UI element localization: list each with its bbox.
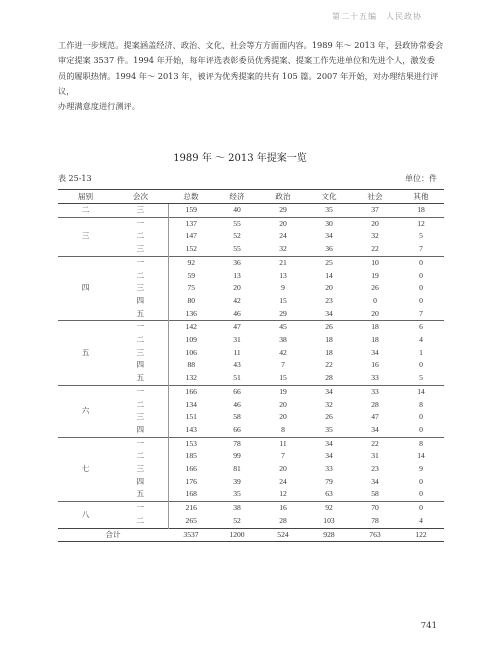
value-cell: 34	[371, 347, 379, 357]
value-cell: 7	[281, 451, 285, 461]
table-row	[58, 476, 444, 489]
value-cell: 29	[260, 204, 306, 218]
total-value: 3537	[168, 528, 214, 542]
value-cell: 0	[419, 476, 423, 486]
value-cell: 0	[419, 295, 423, 305]
value-cell: 78	[214, 437, 260, 450]
value-cell: 52	[233, 231, 241, 241]
value-cell: 0	[419, 424, 423, 434]
value-cell: 22	[325, 360, 333, 370]
value-cell: 46	[233, 399, 241, 409]
value-cell: 151	[185, 412, 197, 422]
value-cell: 147	[185, 231, 197, 241]
body-paragraph	[58, 38, 444, 114]
value-cell: 14	[325, 270, 333, 280]
value-cell: 10	[352, 256, 398, 269]
table-row	[58, 295, 444, 308]
value-cell: 70	[352, 502, 398, 515]
value-cell: 22	[352, 437, 398, 450]
value-cell: 35	[325, 424, 333, 434]
total-row	[58, 528, 444, 542]
value-cell: 18	[352, 321, 398, 334]
value-cell: 15	[279, 295, 287, 305]
value-cell: 32	[279, 244, 287, 254]
table-title: 1989 年 ～ 2013 年提案一览	[173, 153, 307, 164]
value-cell: 8	[281, 424, 285, 434]
page-number: 741	[420, 621, 437, 631]
value-cell: 18	[371, 335, 379, 345]
meeting-cell: 三	[113, 204, 168, 218]
column-header: 社会	[352, 190, 398, 204]
running-header: 第二十五编 人民政协	[332, 12, 422, 21]
meeting-cell: 三	[113, 282, 168, 295]
value-cell: 29	[279, 308, 287, 318]
value-cell: 38	[214, 502, 260, 515]
table-row	[58, 515, 444, 528]
value-cell: 34	[325, 308, 333, 318]
column-header: 文化	[306, 190, 352, 204]
meeting-cell: 二	[113, 270, 168, 283]
value-cell: 33	[325, 464, 333, 474]
value-cell: 28	[371, 399, 379, 409]
value-cell: 51	[233, 373, 241, 383]
meeting-cell: 二	[113, 230, 168, 243]
value-cell: 5	[419, 373, 423, 383]
value-cell: 0	[419, 489, 423, 499]
table-row	[58, 437, 444, 450]
value-cell: 79	[325, 476, 333, 486]
table-header	[58, 190, 444, 204]
value-cell: 32	[325, 399, 333, 409]
value-cell: 23	[325, 295, 333, 305]
total-value: 122	[398, 528, 444, 542]
table-row	[58, 230, 444, 243]
value-cell: 28	[279, 515, 287, 525]
value-cell: 92	[306, 502, 352, 515]
value-cell: 42	[279, 347, 287, 357]
value-cell: 20	[371, 308, 379, 318]
value-cell: 52	[233, 515, 241, 525]
value-cell: 143	[185, 424, 197, 434]
value-cell: 59	[187, 270, 196, 280]
value-cell: 58	[371, 489, 379, 499]
value-cell: 1	[419, 347, 423, 357]
value-cell: 35	[233, 489, 241, 499]
value-cell: 19	[260, 385, 306, 398]
value-cell: 11	[233, 347, 241, 357]
meeting-cell: 五	[113, 372, 168, 385]
value-cell: 66	[233, 424, 241, 434]
value-cell: 20	[279, 412, 287, 422]
value-cell: 5	[419, 231, 423, 241]
table-row	[58, 385, 444, 398]
meeting-cell: 一	[113, 256, 168, 269]
table-row	[58, 359, 444, 372]
value-cell: 7	[281, 360, 285, 370]
value-cell: 185	[185, 451, 197, 461]
value-cell: 34	[306, 385, 352, 398]
meeting-cell: 二	[113, 450, 168, 463]
meeting-cell: 五	[113, 308, 168, 321]
table-row	[58, 256, 444, 269]
table-row	[58, 243, 444, 256]
value-cell: 6	[398, 321, 444, 334]
paragraph-line: 审定提案 3537 件。1994 年开始，每年评选表彰委员优秀提案、提案工作先进单位和先进个人，激发委	[58, 55, 435, 66]
value-cell: 37	[352, 204, 398, 218]
value-cell: 0	[419, 283, 423, 293]
session-cell: 三	[58, 217, 113, 256]
value-cell: 0	[373, 295, 377, 305]
value-cell: 31	[371, 451, 379, 461]
value-cell: 35	[306, 204, 352, 218]
value-cell: 78	[371, 515, 379, 525]
meeting-cell: 二	[113, 334, 168, 347]
value-cell: 34	[306, 437, 352, 450]
value-cell: 136	[185, 308, 197, 318]
value-cell: 36	[325, 244, 333, 254]
table-row	[58, 217, 444, 230]
value-cell: 106	[185, 347, 197, 357]
table-row	[58, 282, 444, 295]
value-cell: 14	[417, 451, 425, 461]
value-cell: 36	[214, 256, 260, 269]
column-header: 届别	[58, 190, 113, 204]
value-cell: 81	[233, 464, 241, 474]
value-cell: 8	[419, 399, 423, 409]
value-cell: 16	[371, 360, 379, 370]
value-cell: 20	[325, 283, 333, 293]
meeting-cell: 一	[113, 321, 168, 334]
value-cell: 12	[279, 489, 287, 499]
value-cell: 33	[371, 373, 379, 383]
value-cell: 13	[279, 270, 287, 280]
value-cell: 109	[185, 335, 197, 345]
table-row	[58, 488, 444, 501]
value-cell: 8	[398, 437, 444, 450]
value-cell: 9	[281, 283, 285, 293]
value-cell: 33	[352, 385, 398, 398]
column-header: 其他	[398, 190, 444, 204]
table-row	[58, 450, 444, 463]
value-cell: 7	[419, 244, 423, 254]
total-value: 1200	[214, 528, 260, 542]
meeting-cell: 二	[113, 399, 168, 412]
table-unit: 单位：件	[405, 174, 437, 183]
table-body	[58, 204, 444, 542]
value-cell: 18	[325, 335, 333, 345]
value-cell: 22	[371, 244, 379, 254]
meeting-cell: 一	[113, 217, 168, 230]
value-cell: 34	[325, 231, 333, 241]
value-cell: 19	[371, 270, 379, 280]
meeting-cell: 四	[113, 476, 168, 489]
value-cell: 20	[279, 399, 287, 409]
column-header: 总数	[168, 190, 214, 204]
meeting-cell: 三	[113, 411, 168, 424]
value-cell: 21	[260, 256, 306, 269]
value-cell: 265	[185, 515, 197, 525]
table-number: 表 25-13	[58, 174, 92, 183]
meeting-cell: 四	[113, 424, 168, 437]
table-row	[58, 270, 444, 283]
value-cell: 18	[398, 204, 444, 218]
paragraph-line: 工作进一步规范。提案涵盖经济、政治、文化、社会等方方面面内容。1989 年～ 2013 年，县政协常委会	[58, 40, 444, 50]
value-cell: 4	[419, 515, 423, 525]
value-cell: 159	[168, 204, 214, 218]
value-cell: 12	[398, 217, 444, 230]
value-cell: 0	[419, 412, 423, 422]
value-cell: 24	[279, 476, 287, 486]
value-cell: 4	[419, 335, 423, 345]
value-cell: 26	[306, 321, 352, 334]
value-cell: 137	[168, 217, 214, 230]
meeting-cell: 五	[113, 488, 168, 501]
table-row	[58, 334, 444, 347]
value-cell: 25	[306, 256, 352, 269]
meeting-cell: 三	[113, 243, 168, 256]
meeting-cell: 一	[113, 385, 168, 398]
table-row	[58, 463, 444, 476]
meeting-cell: 三	[113, 463, 168, 476]
value-cell: 20	[352, 217, 398, 230]
value-cell: 40	[214, 204, 260, 218]
value-cell: 55	[233, 244, 241, 254]
value-cell: 216	[168, 502, 214, 515]
value-cell: 15	[279, 373, 287, 383]
total-value: 928	[306, 528, 352, 542]
value-cell: 152	[185, 244, 197, 254]
session-cell: 二	[58, 204, 113, 218]
table-row	[58, 372, 444, 385]
value-cell: 80	[187, 295, 196, 305]
value-cell: 31	[233, 335, 241, 345]
value-cell: 0	[398, 502, 444, 515]
value-cell: 92	[168, 256, 214, 269]
total-value: 763	[352, 528, 398, 542]
meeting-cell: 四	[113, 359, 168, 372]
value-cell: 55	[214, 217, 260, 230]
value-cell: 0	[419, 360, 423, 370]
meeting-cell: 三	[113, 347, 168, 360]
value-cell: 153	[168, 437, 214, 450]
value-cell: 134	[185, 399, 197, 409]
value-cell: 0	[398, 256, 444, 269]
value-cell: 32	[371, 231, 379, 241]
value-cell: 63	[325, 489, 333, 499]
value-cell: 9	[419, 464, 423, 474]
table-row	[58, 347, 444, 360]
column-header: 政治	[260, 190, 306, 204]
value-cell: 34	[371, 476, 379, 486]
value-cell: 47	[371, 412, 379, 422]
table-row	[58, 502, 444, 515]
value-cell: 99	[233, 451, 241, 461]
value-cell: 0	[419, 270, 423, 280]
value-cell: 142	[168, 321, 214, 334]
meeting-cell: 一	[113, 437, 168, 450]
value-cell: 14	[398, 385, 444, 398]
value-cell: 166	[185, 464, 197, 474]
value-cell: 20	[260, 217, 306, 230]
value-cell: 75	[187, 283, 196, 293]
value-cell: 168	[185, 489, 197, 499]
column-header: 会次	[113, 190, 168, 204]
total-value: 524	[260, 528, 306, 542]
value-cell: 103	[323, 515, 335, 525]
table-row	[58, 204, 444, 218]
session-cell: 六	[58, 385, 113, 437]
value-cell: 88	[187, 360, 196, 370]
session-cell: 四	[58, 256, 113, 321]
total-label: 合计	[58, 528, 168, 542]
table-row	[58, 308, 444, 321]
table-row	[58, 399, 444, 412]
value-cell: 20	[279, 464, 287, 474]
value-cell: 46	[233, 308, 241, 318]
value-cell: 20	[233, 283, 241, 293]
session-cell: 七	[58, 437, 113, 502]
table-row	[58, 321, 444, 334]
session-cell: 五	[58, 321, 113, 386]
value-cell: 28	[325, 373, 333, 383]
value-cell: 43	[233, 360, 241, 370]
value-cell: 24	[279, 231, 287, 241]
value-cell: 66	[214, 385, 260, 398]
meeting-cell: 二	[113, 515, 168, 528]
table-row	[58, 424, 444, 437]
value-cell: 42	[233, 295, 241, 305]
value-cell: 132	[185, 373, 197, 383]
value-cell: 39	[233, 476, 241, 486]
table-row	[58, 411, 444, 424]
value-cell: 58	[233, 412, 241, 422]
paragraph-line: 办理满意度进行测评。	[58, 101, 140, 112]
value-cell: 47	[214, 321, 260, 334]
session-cell: 八	[58, 502, 113, 528]
meeting-cell: 一	[113, 502, 168, 515]
column-header: 经济	[214, 190, 260, 204]
value-cell: 34	[325, 451, 333, 461]
value-cell: 7	[419, 308, 423, 318]
value-cell: 13	[233, 270, 241, 280]
value-cell: 176	[185, 476, 197, 486]
value-cell: 26	[371, 283, 379, 293]
value-cell: 30	[306, 217, 352, 230]
value-cell: 45	[260, 321, 306, 334]
value-cell: 34	[371, 424, 379, 434]
value-cell: 16	[260, 502, 306, 515]
value-cell: 26	[325, 412, 333, 422]
value-cell: 18	[325, 347, 333, 357]
value-cell: 166	[168, 385, 214, 398]
value-cell: 11	[260, 437, 306, 450]
meeting-cell: 四	[113, 295, 168, 308]
paragraph-line: 员的履职热情。1994 年～ 2013 年，被评为优秀提案的共有 105 篇。2007 年开始，对办理结果进行评议，	[58, 70, 439, 96]
value-cell: 23	[371, 464, 379, 474]
proposals-table	[58, 189, 444, 542]
value-cell: 38	[279, 335, 287, 345]
